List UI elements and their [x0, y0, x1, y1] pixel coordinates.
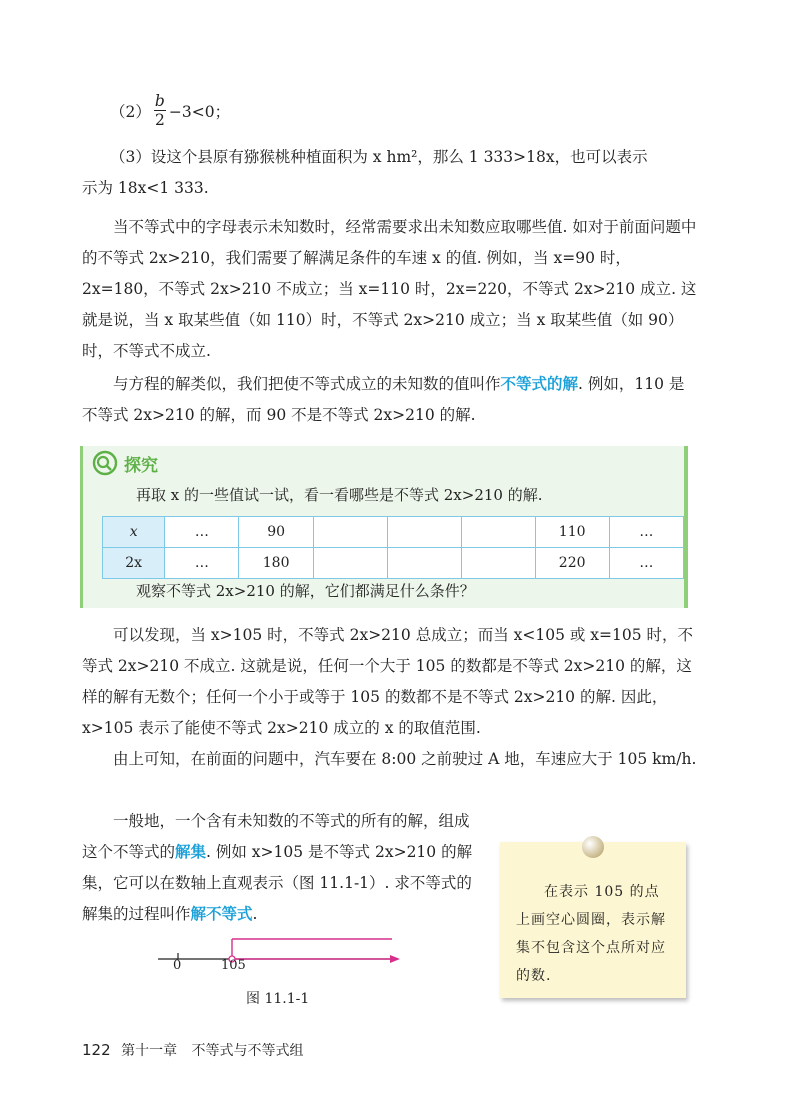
paragraph-5-text-b: . 例如 x>105 是不等式 2x>210 的解集，它可以在数轴上直观表示（图 11.1-1）. 求不等式的解集的过程叫作	[82, 843, 473, 923]
table-row	[103, 517, 684, 548]
side-note	[500, 842, 686, 998]
paragraph-unknown-values: 当不等式中的字母表示未知数时，经常需要求出未知数应取哪些值. 如对于前面问题中的不等式 2x>210，我们需要了解满足条件的车速 x 的值. 例如，当 x=90 时，2x=180，不等式 2x>210 不成立；当 x=110 时，2x=220，不等式 2x>210 成立. 这就是说，当 x 取某些值（如 110）时，不等式 2x>210 成立；当 x 取某些值（如 90）时，不等式不成立.	[82, 218, 697, 360]
table-cell: 180	[239, 548, 313, 579]
arrow-head-icon	[390, 955, 400, 963]
fraction-numerator: b	[154, 92, 165, 110]
paragraph-2-text-a: 与方程的解类似，我们把使不等式成立的未知数的值叫作	[113, 375, 501, 393]
table-cell: …	[165, 548, 239, 579]
table-cell: 110	[535, 517, 609, 548]
table-cell: …	[609, 548, 683, 579]
table-cell	[387, 517, 461, 548]
table-cell: 220	[535, 548, 609, 579]
chapter-title: 不等式与不等式组	[191, 1043, 304, 1059]
table-cell: 90	[239, 517, 313, 548]
explore-followup: 观察不等式 2x>210 的解，它们都满足什么条件？	[136, 582, 475, 600]
item-2-label: （2）	[110, 102, 151, 121]
explore-header	[92, 450, 158, 476]
side-note-text: 在表示 105 的点上画空心圆圈，表示解集不包含这个点所对应的数.	[516, 884, 666, 984]
pin-icon	[582, 836, 604, 858]
item-3-line-1: （3）设这个县原有猕猴桃种植面积为 x hm²，那么 1 333>18x，也可以表示	[110, 148, 648, 166]
explore-box	[80, 446, 688, 608]
explore-question: 再取 x 的一些值试一试，看一看哪些是不等式 2x>210 的解.	[136, 486, 543, 504]
table-cell	[387, 548, 461, 579]
paragraph-solution-definition	[82, 369, 698, 431]
paragraph-solution-set	[82, 806, 478, 930]
page-footer	[82, 1040, 304, 1060]
item-3-line-2: 示为 18x<1 333.	[82, 179, 209, 197]
table-cell	[461, 548, 535, 579]
fraction	[154, 92, 166, 129]
paragraph-discovery: 可以发现，当 x>105 时，不等式 2x>210 总成立；而当 x<105 或 x=105 时，不等式 2x>210 不成立. 这就是说，任何一个大于 105 的数都是不等式 2x>210 的解，这样的解有无数个；任何一个小于或等于 105 的数都不是不等式 2x>210 的解. 因此，x>105 表示了能使不等式 2x>210 成立的 x 的取值范围.	[82, 626, 694, 737]
table-cell	[313, 517, 387, 548]
page-number: 122	[82, 1041, 111, 1059]
tick-label-0: 0	[173, 958, 182, 973]
paragraph-conclusion: 由上可知，在前面的问题中，汽车要在 8:00 之前驶过 A 地，车速应大于 105 km/h.	[113, 750, 697, 768]
item-2	[110, 92, 230, 129]
table-cell: x	[103, 517, 165, 548]
explore-icon	[92, 450, 118, 476]
term-inequality-solution: 不等式的解	[500, 375, 579, 393]
fraction-denominator: 2	[154, 111, 165, 129]
explore-title: 探究	[124, 455, 158, 476]
table-row	[103, 548, 684, 579]
number-line-figure	[150, 930, 410, 980]
table-cell	[313, 548, 387, 579]
tick-label-105: 105	[221, 958, 246, 973]
explore-left-bar	[80, 446, 83, 608]
paragraph-5-text-a: 一般地，一个含有未知数的不等式的所有的解，组成这个不等式的	[82, 812, 470, 861]
term-solve-inequality: 解不等式	[190, 905, 253, 923]
figure-caption: 图 11.1-1	[246, 991, 310, 1007]
paragraph-2-text-b: . 例如，110 是不等式 2x>210 的解，而 90 不是不等式 2x>210 的解.	[82, 375, 685, 424]
value-table	[102, 516, 684, 579]
table-cell: …	[165, 517, 239, 548]
item-2-rest: −3<0；	[168, 102, 231, 121]
term-solution-set: 解集	[175, 843, 207, 861]
chapter-label: 第十一章	[121, 1043, 178, 1059]
table-cell: …	[609, 517, 683, 548]
paragraph-5-text-c: .	[252, 905, 258, 923]
table-cell: 2x	[103, 548, 165, 579]
table-cell	[461, 517, 535, 548]
